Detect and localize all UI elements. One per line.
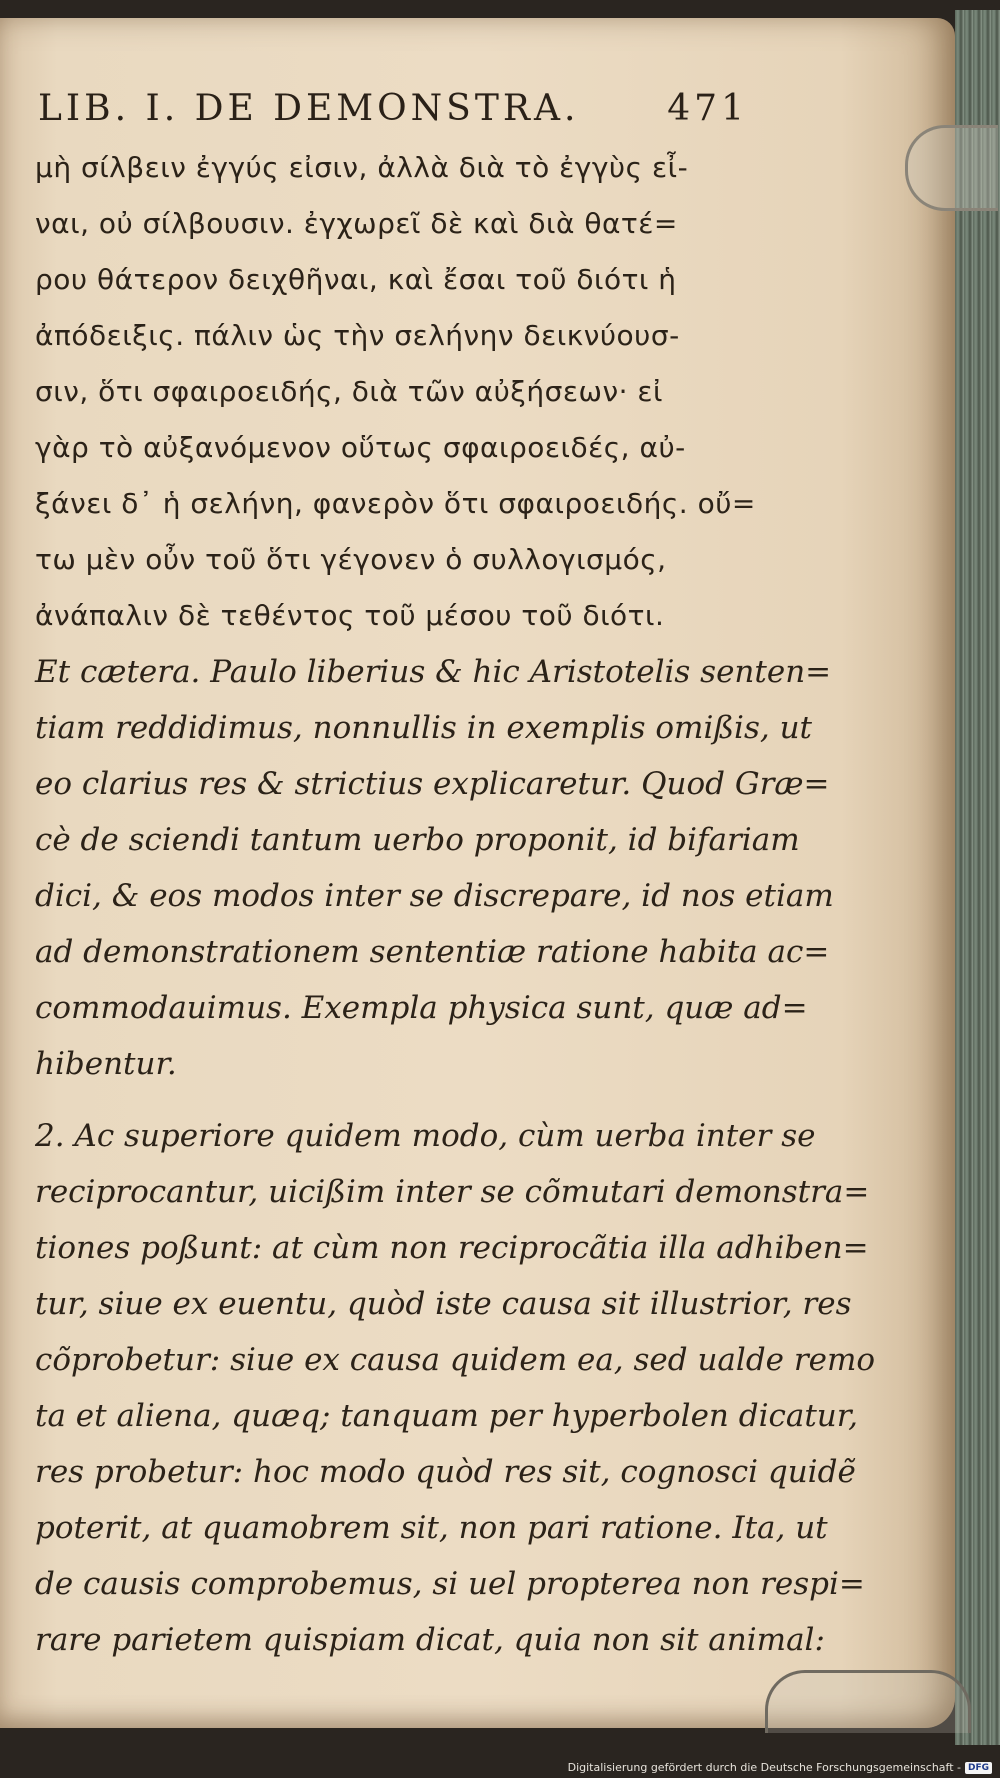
latin-line: rare parietem quispiam dicat, quia non sit animal: xyxy=(35,1622,825,1658)
latin-line: reciprocantur, uicißim inter se cõmutari demonstra= xyxy=(35,1174,870,1210)
latin-line: tiam reddidimus, nonnullis in exemplis omißis, ut xyxy=(35,710,813,746)
running-header xyxy=(38,88,748,129)
footer-credit: Digitalisierung gefördert durch die Deutsche Forschungsgemeinschaft - xyxy=(567,1761,961,1774)
latin-line: de causis comprobemus, si uel propterea non respi= xyxy=(35,1566,865,1602)
latin-line: hibentur. xyxy=(35,1046,177,1082)
latin-line: commodauimus. Exempla physica sunt, quæ ad= xyxy=(35,990,808,1026)
greek-line: ρου θάτερον δειχθῆναι, καὶ ἔσαι τοῦ διότι ἡ xyxy=(35,263,677,296)
latin-line: res probetur: hoc modo quòd res sit, cognosci quidẽ xyxy=(35,1454,856,1490)
greek-line: ναι, οὐ σίλβουσιν. ἐγχωρεῖ δὲ καὶ διὰ θατέ= xyxy=(35,207,678,240)
greek-line: γὰρ τὸ αὐξανόμενον οὕτως σφαιροειδές, αὐ- xyxy=(35,431,686,464)
latin-line: eo clarius res & strictius explicaretur. Quod Græ= xyxy=(35,766,830,802)
page-text xyxy=(35,140,876,1668)
greek-line: μὴ σίλβειν ἐγγύς εἰσιν, ἀλλὰ διὰ τὸ ἐγγὺς εἶ- xyxy=(35,151,689,184)
dfg-logo: DFG xyxy=(965,1762,992,1774)
page-number: 471 xyxy=(667,88,748,129)
latin-line: dici, & eos modos inter se discrepare, id nos etiam xyxy=(35,878,834,914)
latin-line: tur, siue ex euentu, quòd iste causa sit illustrior, res xyxy=(35,1286,852,1322)
greek-line: ξάνει δ᾽ ἡ σελήνη, φανερὸν ὅτι σφαιροειδής. οὔ= xyxy=(35,487,756,520)
book-clip-top xyxy=(905,125,998,211)
running-title: LIB. I. DE DEMONSTRA. xyxy=(38,88,580,129)
latin-line: cè de sciendi tantum uerbo proponit, id bifariam xyxy=(35,822,800,858)
latin-line: cõprobetur: siue ex causa quidem ea, sed ualde remo xyxy=(35,1342,876,1378)
book-clip-bottom xyxy=(765,1670,971,1733)
latin-line: 2. Ac superiore quidem modo, cùm uerba inter se xyxy=(35,1118,816,1154)
greek-line: ἀπόδειξις. πάλιν ὡς τὴν σελήνην δεικνύουσ- xyxy=(35,319,680,352)
greek-line: ἀνάπαλιν δὲ τεθέντος τοῦ μέσου τοῦ διότι. xyxy=(35,599,665,632)
digitization-footer xyxy=(568,1761,992,1774)
page-edges xyxy=(955,10,1000,1745)
latin-line: Et cætera. Paulo liberius & hic Aristotelis senten= xyxy=(35,654,832,690)
greek-line: σιν, ὅτι σφαιροειδής, διὰ τῶν αὐξήσεων· εἰ xyxy=(35,375,664,408)
paragraph-gap xyxy=(35,1092,755,1108)
latin-line: ad demonstrationem sententiæ ratione habita ac= xyxy=(35,934,830,970)
greek-line: τω μὲν οὖν τοῦ ὅτι γέγονεν ὁ συλλογισμός, xyxy=(35,543,667,576)
latin-line: tiones poßunt: at cùm non reciprocãtia illa adhiben= xyxy=(35,1230,869,1266)
latin-line: ta et aliena, quæq; tanquam per hyperbolen dicatur, xyxy=(35,1398,859,1434)
latin-line: poterit, at quamobrem sit, non pari ratione. Ita, ut xyxy=(35,1510,828,1546)
